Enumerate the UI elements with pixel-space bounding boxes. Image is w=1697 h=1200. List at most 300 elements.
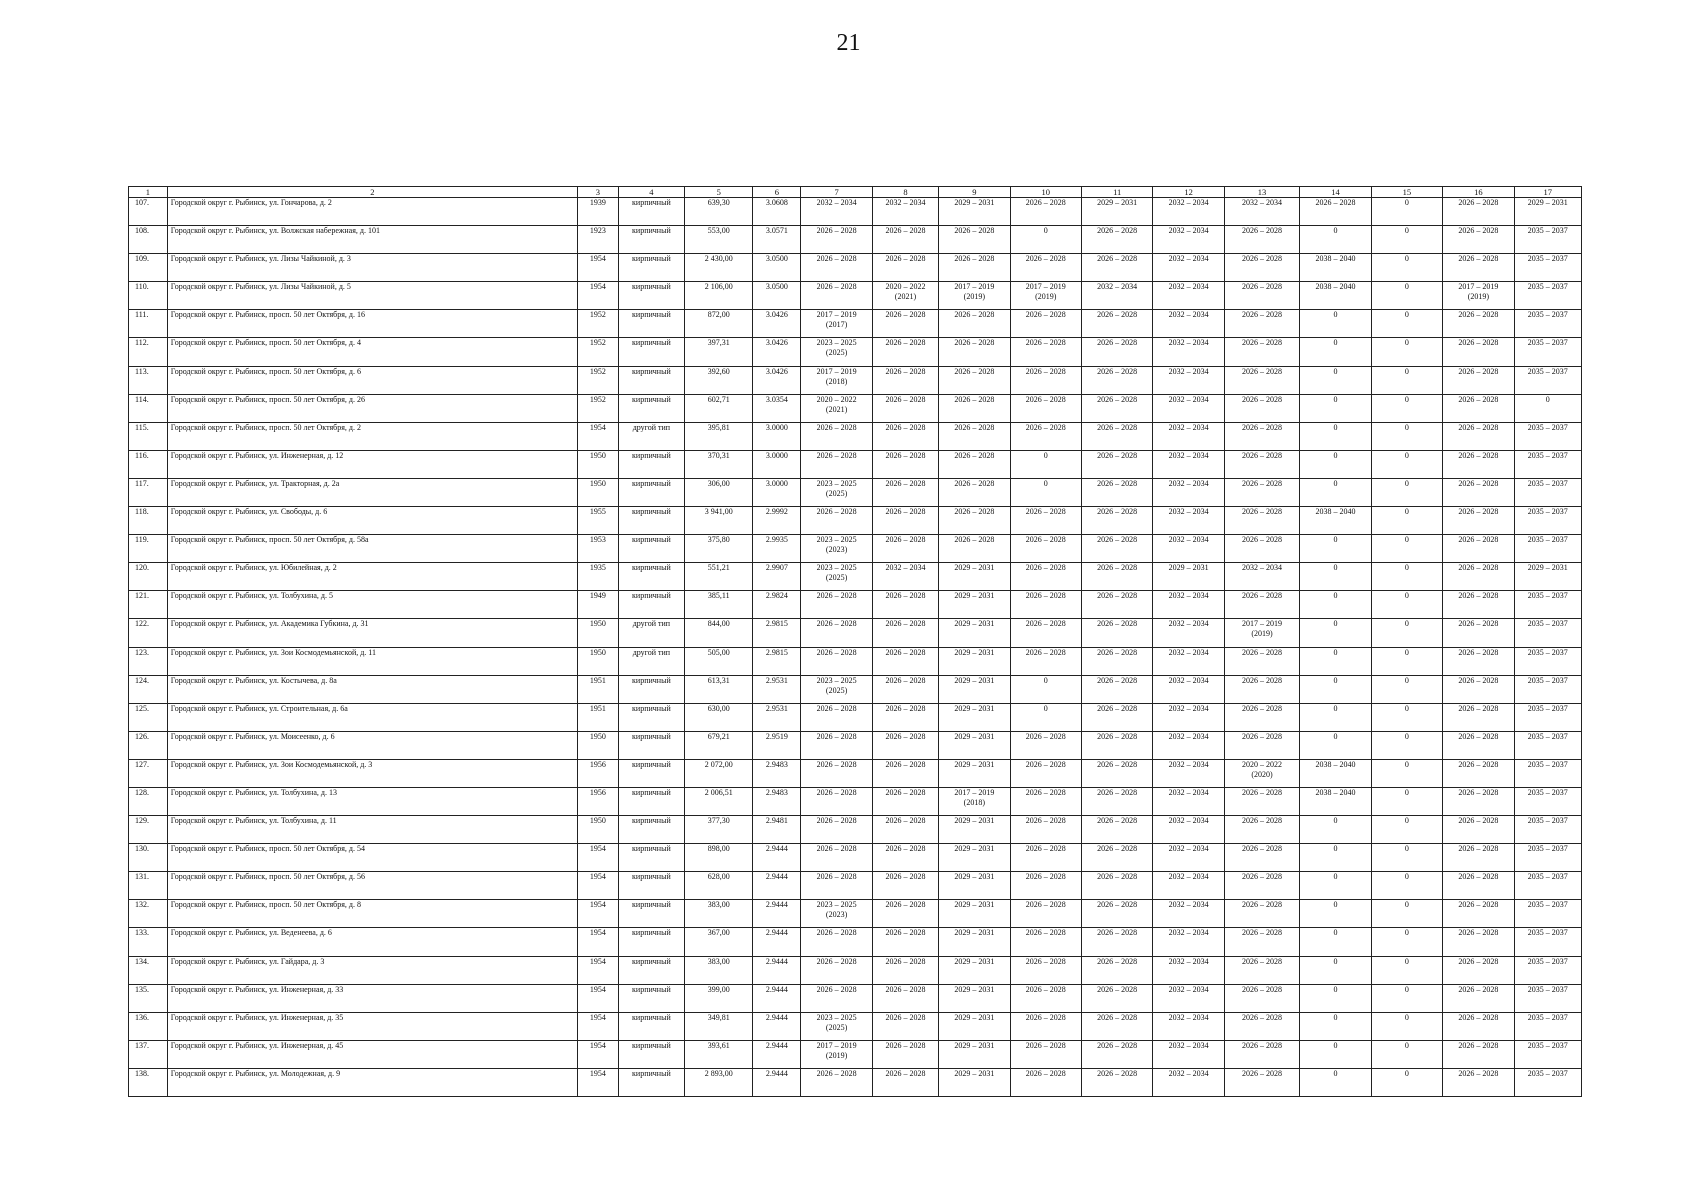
table-cell: 2026 – 2028 — [1224, 1012, 1300, 1040]
table-cell: 2026 – 2028 — [1010, 254, 1081, 282]
table-cell: 630,00 — [685, 703, 753, 731]
address-cell: Городской округ г. Рыбинск, просп. 50 лет Октября, д. 16 — [167, 310, 577, 338]
table-cell: 2026 – 2028 — [1081, 1040, 1152, 1068]
table-cell: 383,00 — [685, 956, 753, 984]
table-cell: 2026 – 2028 — [1443, 619, 1514, 647]
table-cell: 377,30 — [685, 816, 753, 844]
table-cell: 2026 – 2028 — [1010, 310, 1081, 338]
table-row — [129, 928, 1582, 956]
table-cell: 1935 — [577, 563, 618, 591]
table-cell: 2032 – 2034 — [872, 198, 938, 226]
table-cell: 2026 – 2028 — [1081, 535, 1152, 563]
table-cell: 0 — [1371, 759, 1442, 787]
address-cell: Городской округ г. Рыбинск, ул. Инженерная, д. 45 — [167, 1040, 577, 1068]
table-cell: 1954 — [577, 872, 618, 900]
table-cell: 0 — [1371, 478, 1442, 506]
table-cell: 395,81 — [685, 422, 753, 450]
row-number-cell: 111. — [129, 310, 168, 338]
address-cell: Городской округ г. Рыбинск, просп. 50 лет Октября, д. 54 — [167, 844, 577, 872]
table-cell: 367,00 — [685, 928, 753, 956]
table-cell: 2026 – 2028 — [872, 1068, 938, 1096]
table-cell: 0 — [1300, 731, 1371, 759]
table-cell: 0 — [1371, 535, 1442, 563]
table-row — [129, 198, 1582, 226]
table-cell: 3.0608 — [753, 198, 801, 226]
table-cell: 0 — [1371, 338, 1442, 366]
table-cell: 3.0000 — [753, 450, 801, 478]
table-cell: 2026 – 2028 — [1224, 394, 1300, 422]
table-cell: 0 — [1300, 900, 1371, 928]
table-cell: 3.0426 — [753, 310, 801, 338]
table-row — [129, 366, 1582, 394]
table-cell: кирпичный — [618, 226, 684, 254]
address-cell: Городской округ г. Рыбинск, ул. Свободы, д. 6 — [167, 507, 577, 535]
table-cell: кирпичный — [618, 816, 684, 844]
table-cell: 2026 – 2028 — [1081, 338, 1152, 366]
table-cell: 2026 – 2028 — [872, 422, 938, 450]
table-cell: 0 — [1300, 478, 1371, 506]
address-cell: Городской округ г. Рыбинск, просп. 50 лет Октября, д. 4 — [167, 338, 577, 366]
table-cell: 2026 – 2028 — [872, 535, 938, 563]
table-cell: 2026 – 2028 — [872, 254, 938, 282]
table-cell: другой тип — [618, 619, 684, 647]
table-cell: 2026 – 2028 — [939, 338, 1010, 366]
table-cell: 2.9444 — [753, 1040, 801, 1068]
address-cell: Городской округ г. Рыбинск, ул. Моисеенко, д. 6 — [167, 731, 577, 759]
table-cell: 2026 – 2028 — [1443, 956, 1514, 984]
table-cell: кирпичный — [618, 310, 684, 338]
table-cell: 0 — [1371, 1040, 1442, 1068]
table-cell: 0 — [1300, 394, 1371, 422]
table-cell: 2026 – 2028 — [1224, 787, 1300, 815]
table-cell: 393,61 — [685, 1040, 753, 1068]
table-cell: 2023 – 2025 (2023) — [801, 535, 872, 563]
table-cell: 2026 – 2028 — [1443, 787, 1514, 815]
table-cell: 397,31 — [685, 338, 753, 366]
table-cell: 2032 – 2034 — [1153, 366, 1224, 394]
table-cell: 898,00 — [685, 844, 753, 872]
table-cell: 2 006,51 — [685, 787, 753, 815]
row-number-cell: 136. — [129, 1012, 168, 1040]
table-cell: 3.0000 — [753, 422, 801, 450]
table-row — [129, 310, 1582, 338]
address-cell: Городской округ г. Рыбинск, ул. Гайдара, д. 3 — [167, 956, 577, 984]
table-cell: 2026 – 2028 — [872, 450, 938, 478]
address-cell: Городской округ г. Рыбинск, просп. 50 лет Октября, д. 56 — [167, 872, 577, 900]
table-cell: 2038 – 2040 — [1300, 787, 1371, 815]
address-cell: Городской округ г. Рыбинск, ул. Молодежная, д. 9 — [167, 1068, 577, 1096]
table-cell: 2035 – 2037 — [1514, 900, 1581, 928]
table-cell: 2029 – 2031 — [939, 675, 1010, 703]
table-cell: 0 — [1300, 647, 1371, 675]
table-cell: 2029 – 2031 — [939, 1012, 1010, 1040]
table-cell: 370,31 — [685, 450, 753, 478]
table-cell: 2026 – 2028 — [1081, 450, 1152, 478]
table-cell: 2029 – 2031 — [1081, 198, 1152, 226]
table-cell: 2029 – 2031 — [939, 1040, 1010, 1068]
table-cell: 2035 – 2037 — [1514, 282, 1581, 310]
table-cell: 2026 – 2028 — [801, 928, 872, 956]
table-cell: 2032 – 2034 — [1153, 816, 1224, 844]
table-cell: 2026 – 2028 — [1300, 198, 1371, 226]
table-cell: кирпичный — [618, 1012, 684, 1040]
table-cell: другой тип — [618, 647, 684, 675]
table-cell: 2026 – 2028 — [872, 507, 938, 535]
table-cell: 2026 – 2028 — [872, 478, 938, 506]
table-cell: 2026 – 2028 — [1224, 703, 1300, 731]
table-cell: 2035 – 2037 — [1514, 450, 1581, 478]
table-cell: 2026 – 2028 — [1081, 900, 1152, 928]
table-cell: 2026 – 2028 — [1010, 1068, 1081, 1096]
table-cell: 2026 – 2028 — [1010, 816, 1081, 844]
table-row — [129, 816, 1582, 844]
column-number-10: 10 — [1010, 187, 1081, 198]
address-cell: Городской округ г. Рыбинск, ул. Волжская набережная, д. 101 — [167, 226, 577, 254]
table-cell: 0 — [1371, 675, 1442, 703]
table-cell: 2026 – 2028 — [1443, 872, 1514, 900]
table-cell: 2.9483 — [753, 787, 801, 815]
table-cell: кирпичный — [618, 254, 684, 282]
table-cell: 2.9444 — [753, 928, 801, 956]
table-cell: кирпичный — [618, 675, 684, 703]
table-cell: 385,11 — [685, 591, 753, 619]
table-cell: 0 — [1300, 563, 1371, 591]
table-cell: кирпичный — [618, 956, 684, 984]
table-cell: 0 — [1371, 198, 1442, 226]
table-body — [129, 198, 1582, 1097]
table-cell: 2035 – 2037 — [1514, 984, 1581, 1012]
table-cell: 2035 – 2037 — [1514, 619, 1581, 647]
table-cell: 2026 – 2028 — [1224, 844, 1300, 872]
table-cell: 2026 – 2028 — [872, 844, 938, 872]
address-cell: Городской округ г. Рыбинск, ул. Гончарова, д. 2 — [167, 198, 577, 226]
table-cell: 2026 – 2028 — [1443, 1040, 1514, 1068]
table-cell: 2032 – 2034 — [872, 563, 938, 591]
table-cell: 2026 – 2028 — [1010, 591, 1081, 619]
table-cell: 2032 – 2034 — [1224, 198, 1300, 226]
table-cell: 2026 – 2028 — [1224, 535, 1300, 563]
table-cell: 2038 – 2040 — [1300, 254, 1371, 282]
table-cell: 2026 – 2028 — [1010, 844, 1081, 872]
address-cell: Городской округ г. Рыбинск, просп. 50 лет Октября, д. 8 — [167, 900, 577, 928]
table-cell: 0 — [1371, 310, 1442, 338]
housing-register-table — [128, 186, 1582, 1097]
row-number-cell: 130. — [129, 844, 168, 872]
row-number-cell: 110. — [129, 282, 168, 310]
table-cell: 2026 – 2028 — [1224, 226, 1300, 254]
table-cell: 392,60 — [685, 366, 753, 394]
table-cell: 2026 – 2028 — [1010, 956, 1081, 984]
table-cell: 2035 – 2037 — [1514, 956, 1581, 984]
row-number-cell: 126. — [129, 731, 168, 759]
table-cell: 2023 – 2025 (2023) — [801, 900, 872, 928]
table-cell: 2.9824 — [753, 591, 801, 619]
table-cell: 2026 – 2028 — [1443, 844, 1514, 872]
column-number-1: 1 — [129, 187, 168, 198]
table-cell: 2032 – 2034 — [1153, 928, 1224, 956]
table-cell: 2026 – 2028 — [1224, 1040, 1300, 1068]
table-cell: 0 — [1300, 310, 1371, 338]
table-cell: 2035 – 2037 — [1514, 338, 1581, 366]
table-cell: 2035 – 2037 — [1514, 675, 1581, 703]
table-row — [129, 254, 1582, 282]
table-cell: 0 — [1371, 282, 1442, 310]
table-row — [129, 563, 1582, 591]
table-cell: 2035 – 2037 — [1514, 816, 1581, 844]
row-number-cell: 132. — [129, 900, 168, 928]
table-row — [129, 956, 1582, 984]
table-cell: 0 — [1010, 478, 1081, 506]
column-number-6: 6 — [753, 187, 801, 198]
table-cell: 2032 – 2034 — [1153, 226, 1224, 254]
row-number-cell: 137. — [129, 1040, 168, 1068]
table-row — [129, 1068, 1582, 1096]
row-number-cell: 118. — [129, 507, 168, 535]
table-cell: 2026 – 2028 — [801, 759, 872, 787]
table-row — [129, 984, 1582, 1012]
table-cell: 2032 – 2034 — [1153, 507, 1224, 535]
table-cell: кирпичный — [618, 1068, 684, 1096]
table-cell: 2.9992 — [753, 507, 801, 535]
table-cell: 2023 – 2025 (2025) — [801, 478, 872, 506]
table-cell: 2029 – 2031 — [939, 1068, 1010, 1096]
table-cell: 553,00 — [685, 226, 753, 254]
table-cell: 2026 – 2028 — [939, 450, 1010, 478]
row-number-cell: 128. — [129, 787, 168, 815]
table-cell: 2029 – 2031 — [1514, 563, 1581, 591]
table-cell: 306,00 — [685, 478, 753, 506]
table-cell: кирпичный — [618, 900, 684, 928]
table-cell: 2035 – 2037 — [1514, 787, 1581, 815]
table-cell: кирпичный — [618, 366, 684, 394]
table-row — [129, 1040, 1582, 1068]
table-cell: 2026 – 2028 — [872, 338, 938, 366]
table-cell: 2026 – 2028 — [1443, 928, 1514, 956]
table-cell: 2032 – 2034 — [1153, 1040, 1224, 1068]
table-cell: кирпичный — [618, 872, 684, 900]
table-cell: 613,31 — [685, 675, 753, 703]
table-cell: 399,00 — [685, 984, 753, 1012]
table-cell: 0 — [1371, 619, 1442, 647]
table-cell: 2032 – 2034 — [1153, 198, 1224, 226]
table-cell: 2032 – 2034 — [1153, 619, 1224, 647]
table-cell: 2026 – 2028 — [1224, 900, 1300, 928]
table-cell: 2017 – 2019 (2019) — [801, 1040, 872, 1068]
table-row — [129, 1012, 1582, 1040]
table-cell: кирпичный — [618, 338, 684, 366]
table-cell: 2026 – 2028 — [1224, 984, 1300, 1012]
table-cell: 2032 – 2034 — [1153, 310, 1224, 338]
table-cell: 1950 — [577, 478, 618, 506]
table-cell: 2026 – 2028 — [801, 226, 872, 254]
table-cell: 2026 – 2028 — [872, 591, 938, 619]
table-row — [129, 507, 1582, 535]
column-number-14: 14 — [1300, 187, 1371, 198]
table-cell: 2026 – 2028 — [1224, 816, 1300, 844]
table-cell: 2032 – 2034 — [1153, 254, 1224, 282]
table-cell: 0 — [1371, 591, 1442, 619]
table-cell: 2038 – 2040 — [1300, 282, 1371, 310]
table-row — [129, 282, 1582, 310]
table-cell: 2026 – 2028 — [1081, 703, 1152, 731]
table-cell: 2026 – 2028 — [1443, 591, 1514, 619]
table-cell: 2035 – 2037 — [1514, 872, 1581, 900]
table-cell: кирпичный — [618, 591, 684, 619]
table-cell: 2017 – 2019 (2019) — [1443, 282, 1514, 310]
table-cell: кирпичный — [618, 759, 684, 787]
row-number-cell: 120. — [129, 563, 168, 591]
table-cell: 1939 — [577, 198, 618, 226]
table-cell: 2026 – 2028 — [1081, 254, 1152, 282]
table-cell: 1955 — [577, 507, 618, 535]
table-cell: 1952 — [577, 338, 618, 366]
table-row — [129, 338, 1582, 366]
table-cell: кирпичный — [618, 478, 684, 506]
table-cell: 2026 – 2028 — [1081, 844, 1152, 872]
table-row — [129, 900, 1582, 928]
row-number-cell: 125. — [129, 703, 168, 731]
table-cell: 1950 — [577, 816, 618, 844]
table-cell: 2032 – 2034 — [1153, 1068, 1224, 1096]
table-cell: 0 — [1371, 928, 1442, 956]
table-cell: 2026 – 2028 — [801, 422, 872, 450]
row-number-cell: 117. — [129, 478, 168, 506]
table-cell: 2026 – 2028 — [1443, 984, 1514, 1012]
table-cell: 2017 – 2019 (2019) — [939, 282, 1010, 310]
address-cell: Городской округ г. Рыбинск, ул. Инженерная, д. 35 — [167, 1012, 577, 1040]
row-number-cell: 113. — [129, 366, 168, 394]
table-cell: 2.9531 — [753, 675, 801, 703]
table-cell: 2026 – 2028 — [872, 787, 938, 815]
table-cell: 2035 – 2037 — [1514, 1012, 1581, 1040]
table-cell: 2035 – 2037 — [1514, 703, 1581, 731]
table-cell: кирпичный — [618, 535, 684, 563]
table-cell: 0 — [1300, 703, 1371, 731]
table-cell: кирпичный — [618, 984, 684, 1012]
table-cell: 1956 — [577, 759, 618, 787]
table-cell: 0 — [1300, 844, 1371, 872]
table-cell: 2026 – 2028 — [1010, 647, 1081, 675]
table-cell: 2029 – 2031 — [939, 984, 1010, 1012]
address-cell: Городской округ г. Рыбинск, просп. 50 лет Октября, д. 6 — [167, 366, 577, 394]
table-cell: 2032 – 2034 — [1153, 844, 1224, 872]
table-cell: 2032 – 2034 — [1224, 563, 1300, 591]
table-cell: 0 — [1300, 338, 1371, 366]
table-cell: 2032 – 2034 — [801, 198, 872, 226]
table-cell: 2026 – 2028 — [1443, 816, 1514, 844]
table-cell: 2026 – 2028 — [1224, 956, 1300, 984]
table-cell: 2026 – 2028 — [939, 394, 1010, 422]
table-cell: 2026 – 2028 — [872, 900, 938, 928]
table-cell: 0 — [1300, 366, 1371, 394]
table-cell: 0 — [1300, 619, 1371, 647]
table-cell: 1923 — [577, 226, 618, 254]
table-cell: 2026 – 2028 — [1443, 1012, 1514, 1040]
table-cell: 2026 – 2028 — [1010, 984, 1081, 1012]
table-cell: 639,30 — [685, 198, 753, 226]
address-cell: Городской округ г. Рыбинск, ул. Толбухина, д. 5 — [167, 591, 577, 619]
table-cell: 2035 – 2037 — [1514, 647, 1581, 675]
table-cell: 2023 – 2025 (2025) — [801, 1012, 872, 1040]
table-cell: 2026 – 2028 — [1010, 535, 1081, 563]
table-cell: 872,00 — [685, 310, 753, 338]
table-cell: 2026 – 2028 — [1010, 787, 1081, 815]
table-cell: 2026 – 2028 — [801, 731, 872, 759]
table-cell: 1952 — [577, 394, 618, 422]
table-cell: 2026 – 2028 — [1081, 1012, 1152, 1040]
table-cell: 2026 – 2028 — [1010, 1012, 1081, 1040]
address-cell: Городской округ г. Рыбинск, просп. 50 лет Октября, д. 58а — [167, 535, 577, 563]
table-cell: 3.0426 — [753, 338, 801, 366]
table-cell: 2026 – 2028 — [1224, 675, 1300, 703]
row-number-cell: 114. — [129, 394, 168, 422]
table-cell: 0 — [1300, 450, 1371, 478]
table-cell: 1954 — [577, 282, 618, 310]
table-cell: 2026 – 2028 — [801, 703, 872, 731]
table-cell: кирпичный — [618, 731, 684, 759]
table-cell: 2029 – 2031 — [939, 619, 1010, 647]
table-cell: 2026 – 2028 — [1081, 1068, 1152, 1096]
table-row — [129, 619, 1582, 647]
table-cell: 2026 – 2028 — [1443, 563, 1514, 591]
table-cell: 2026 – 2028 — [1443, 731, 1514, 759]
table-cell: 2026 – 2028 — [872, 619, 938, 647]
table-cell: 2026 – 2028 — [1081, 507, 1152, 535]
table-cell: 2026 – 2028 — [939, 535, 1010, 563]
column-number-13: 13 — [1224, 187, 1300, 198]
table-cell: 2.9481 — [753, 816, 801, 844]
table-cell: 3 941,00 — [685, 507, 753, 535]
table-cell: 628,00 — [685, 872, 753, 900]
table-cell: 1953 — [577, 535, 618, 563]
table-cell: 2.9907 — [753, 563, 801, 591]
table-cell: 2032 – 2034 — [1153, 338, 1224, 366]
address-cell: Городской округ г. Рыбинск, просп. 50 лет Октября, д. 2 — [167, 422, 577, 450]
table-cell: 2026 – 2028 — [1081, 619, 1152, 647]
table-cell: 2029 – 2031 — [939, 703, 1010, 731]
row-number-cell: 127. — [129, 759, 168, 787]
table-cell: 2026 – 2028 — [1443, 394, 1514, 422]
table-cell: 2026 – 2028 — [1081, 226, 1152, 254]
column-number-header-row — [129, 187, 1582, 198]
table-cell: 2026 – 2028 — [1443, 310, 1514, 338]
row-number-cell: 108. — [129, 226, 168, 254]
table-cell: 2.9935 — [753, 535, 801, 563]
address-cell: Городской округ г. Рыбинск, ул. Строительная, д. 6а — [167, 703, 577, 731]
table-cell: 0 — [1371, 366, 1442, 394]
table-cell: 349,81 — [685, 1012, 753, 1040]
table-cell: 1951 — [577, 675, 618, 703]
address-cell: Городской округ г. Рыбинск, ул. Лизы Чайкиной, д. 3 — [167, 254, 577, 282]
table-cell: 2032 – 2034 — [1153, 1012, 1224, 1040]
table-row — [129, 591, 1582, 619]
table-cell: 2 106,00 — [685, 282, 753, 310]
table-cell: 2029 – 2031 — [1153, 563, 1224, 591]
table-cell: 0 — [1371, 731, 1442, 759]
column-number-12: 12 — [1153, 187, 1224, 198]
table-cell: 2035 – 2037 — [1514, 254, 1581, 282]
table-cell: 2026 – 2028 — [939, 507, 1010, 535]
table-cell: 2026 – 2028 — [801, 450, 872, 478]
table-cell: кирпичный — [618, 844, 684, 872]
table-cell: 2026 – 2028 — [801, 282, 872, 310]
table-cell: 2026 – 2028 — [1224, 478, 1300, 506]
table-row — [129, 535, 1582, 563]
table-cell: другой тип — [618, 422, 684, 450]
table-cell: 2026 – 2028 — [872, 984, 938, 1012]
table-cell: 2026 – 2028 — [801, 872, 872, 900]
table-cell: 1954 — [577, 844, 618, 872]
